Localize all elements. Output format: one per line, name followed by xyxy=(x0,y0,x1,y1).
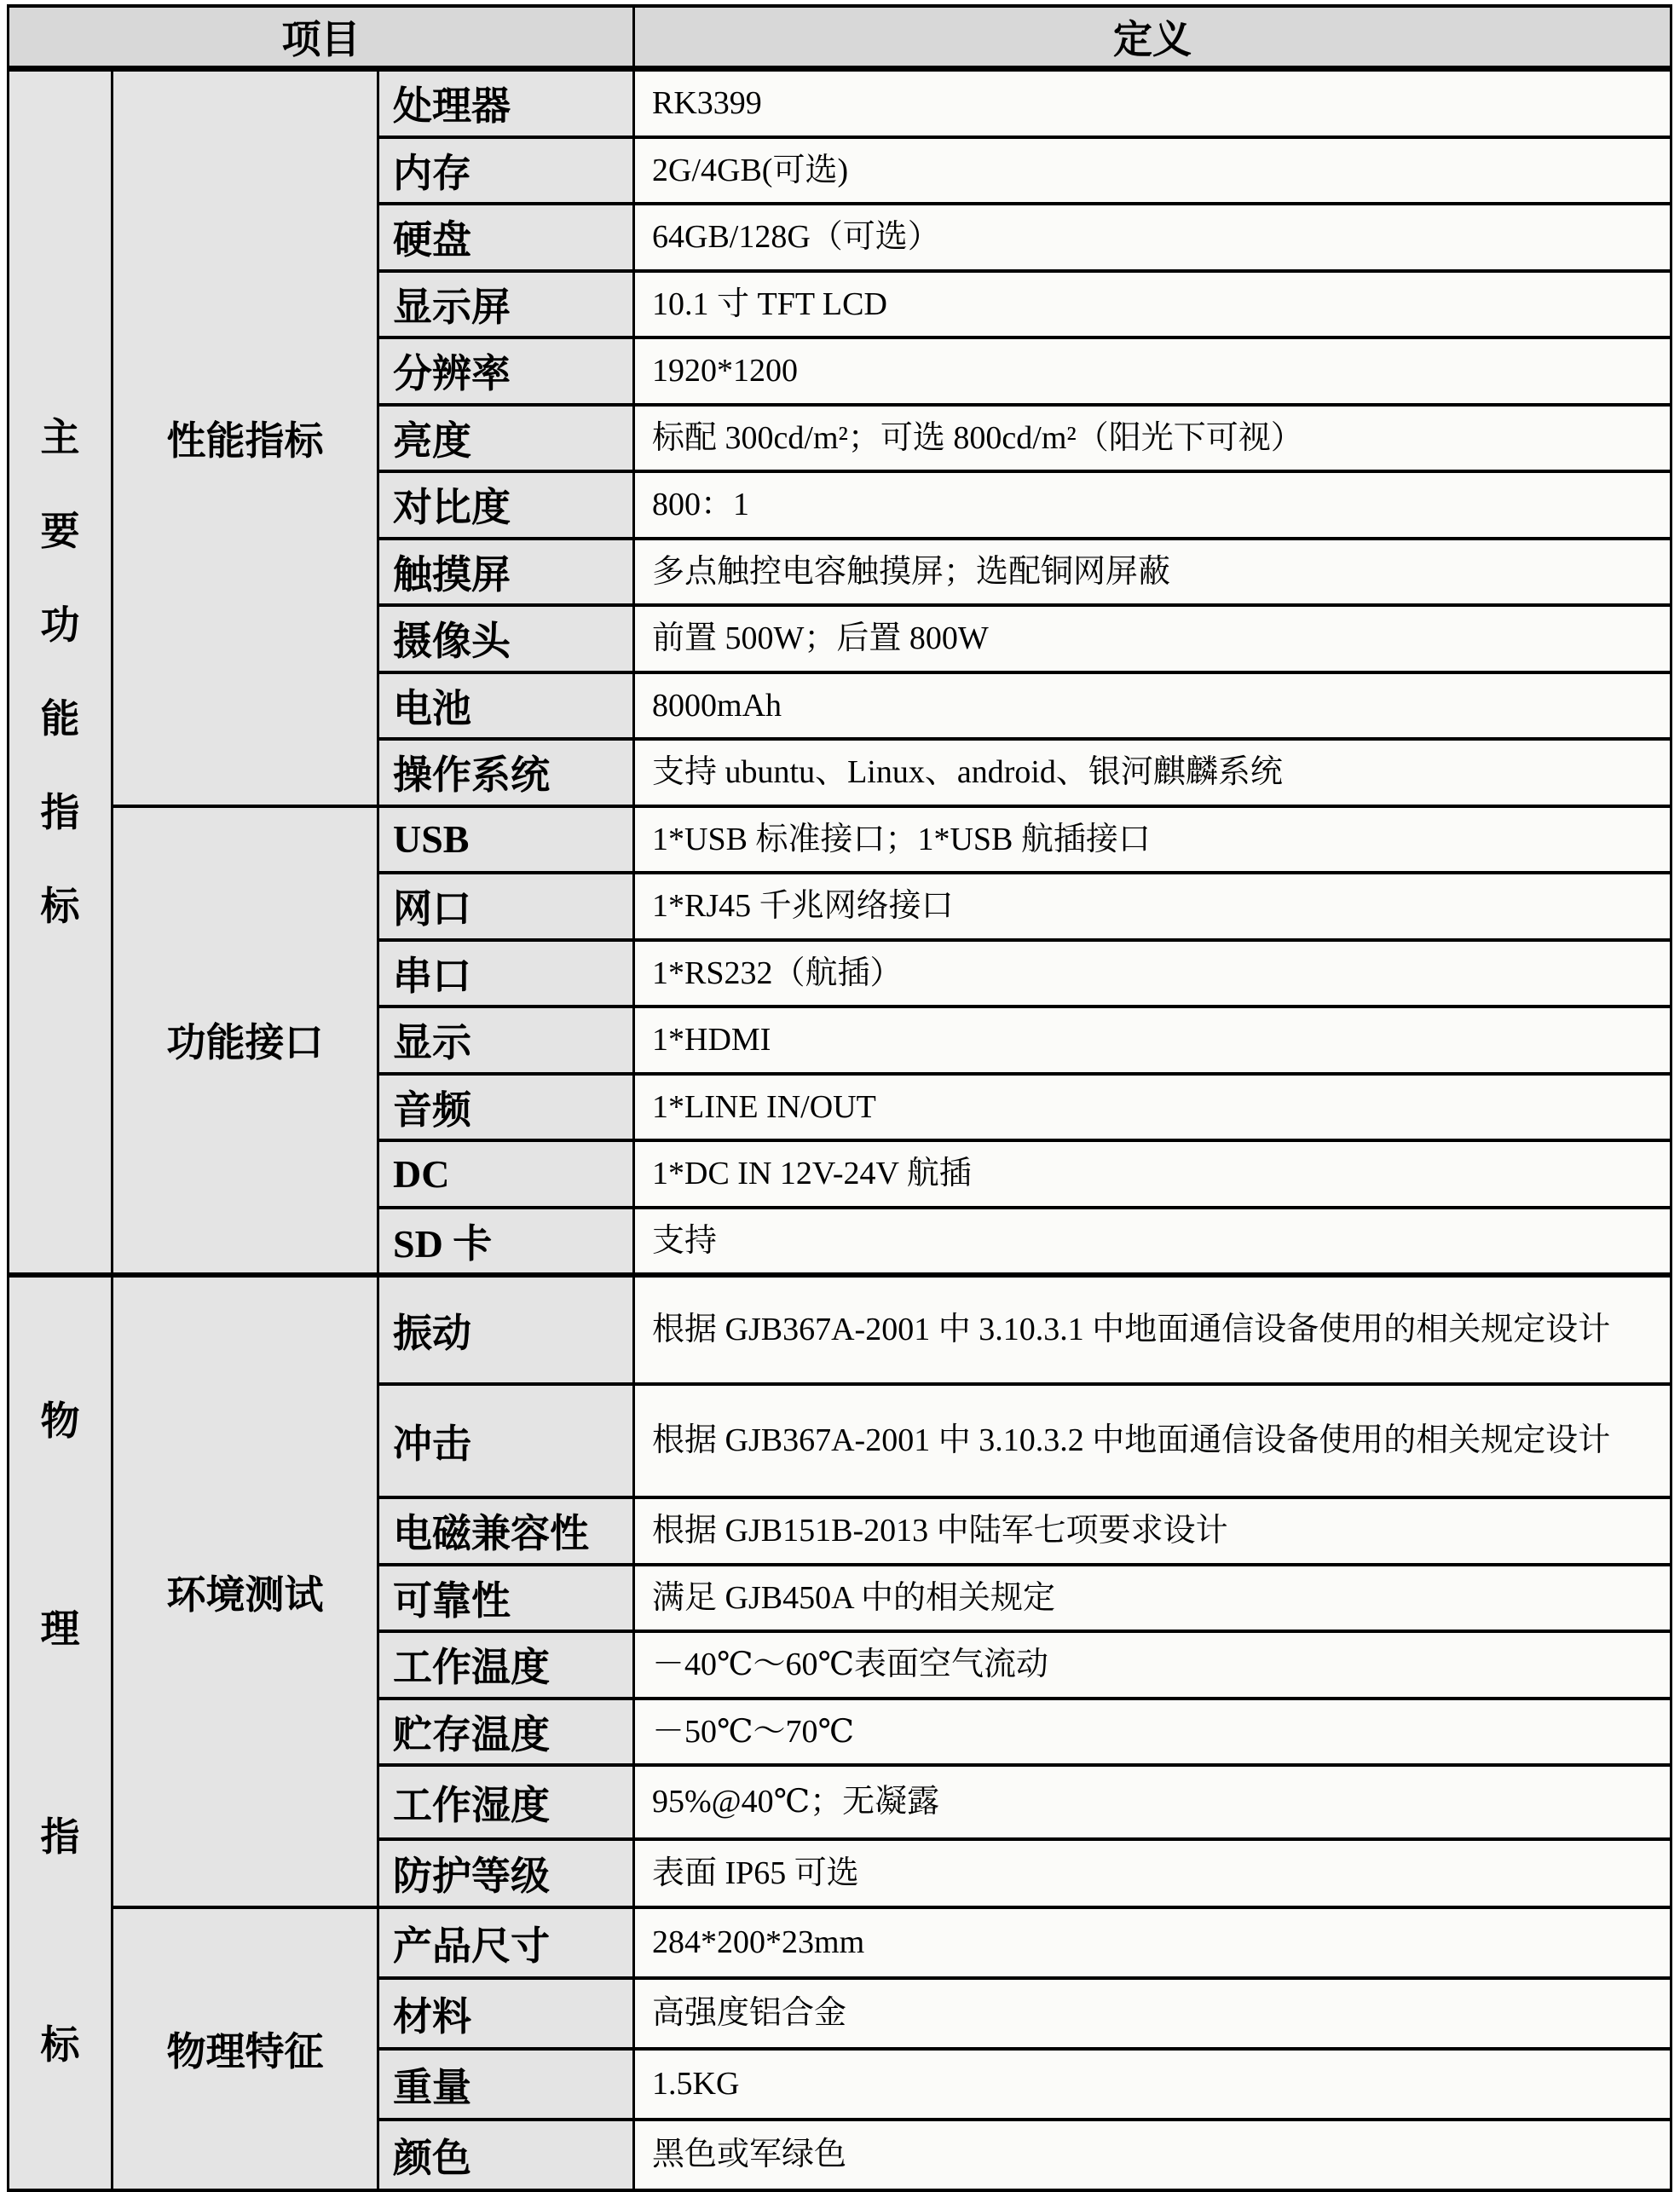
spec-name-cell: 颜色 xyxy=(378,2120,634,2190)
spec-name-cell: 电磁兼容性 xyxy=(378,1497,634,1565)
spec-value-cell: 284*200*23mm xyxy=(634,1907,1671,1978)
section-main-function-cell xyxy=(9,69,113,1276)
spec-value-cell: 2G/4GB(可选) xyxy=(634,137,1671,205)
table-row xyxy=(9,1275,1671,1384)
header-cell-definition: 定义 xyxy=(634,6,1671,69)
spec-value-cell: －40℃～60℃表面空气流动 xyxy=(634,1631,1671,1699)
spec-value-cell: 标配 300cd/m²；可选 800cd/m²（阳光下可视） xyxy=(634,405,1671,472)
section-physical-label: 物理指标 xyxy=(40,1399,80,2067)
spec-table xyxy=(7,4,1672,2192)
spec-name-cell: 重量 xyxy=(378,2049,634,2120)
spec-name-cell: 显示屏 xyxy=(378,271,634,338)
spec-value-cell: 黑色或军绿色 xyxy=(634,2120,1671,2190)
spec-value-cell: 1920*1200 xyxy=(634,337,1671,405)
spec-value-cell: 前置 500W；后置 800W xyxy=(634,605,1671,672)
spec-name-cell: 冲击 xyxy=(378,1384,634,1497)
spec-name-cell: SD 卡 xyxy=(378,1208,634,1276)
spec-value-cell: 1*HDMI xyxy=(634,1007,1671,1074)
spec-name-cell: 摄像头 xyxy=(378,605,634,672)
spec-value-cell: 多点触控电容触摸屏；选配铜网屏蔽 xyxy=(634,539,1671,606)
table-row xyxy=(9,1907,1671,1978)
spec-value-cell: 1.5KG xyxy=(634,2049,1671,2120)
spec-name-cell: 操作系统 xyxy=(378,739,634,806)
spec-value-cell: 支持 ubuntu、Linux、android、银河麒麟系统 xyxy=(634,739,1671,806)
spec-name-cell: 内存 xyxy=(378,137,634,205)
spec-name-cell: 触摸屏 xyxy=(378,539,634,606)
table-row xyxy=(9,69,1671,137)
spec-value-cell: 表面 IP65 可选 xyxy=(634,1839,1671,1907)
spec-name-cell: 亮度 xyxy=(378,405,634,472)
section-physical-cell xyxy=(9,1275,113,2190)
spec-name-cell: DC xyxy=(378,1140,634,1208)
spec-name-cell: 处理器 xyxy=(378,69,634,137)
spec-name-cell: 贮存温度 xyxy=(378,1699,634,1766)
spec-name-cell: 振动 xyxy=(378,1275,634,1384)
spec-name-cell: 可靠性 xyxy=(378,1565,634,1632)
spec-value-cell: 10.1 寸 TFT LCD xyxy=(634,271,1671,338)
spec-name-cell: 材料 xyxy=(378,1978,634,2049)
header-cell-item: 项目 xyxy=(9,6,634,69)
spec-name-cell: 串口 xyxy=(378,940,634,1007)
spec-value-cell: 1*USB 标准接口；1*USB 航插接口 xyxy=(634,806,1671,874)
spec-value-cell: 1*RJ45 千兆网络接口 xyxy=(634,873,1671,940)
spec-value-cell: 高强度铝合金 xyxy=(634,1978,1671,2049)
group-performance-cell: 性能指标 xyxy=(113,69,378,806)
spec-value-cell: 1*RS232（航插） xyxy=(634,940,1671,1007)
spec-value-cell: RK3399 xyxy=(634,69,1671,137)
table-row xyxy=(9,806,1671,874)
spec-value-cell: 根据 GJB367A-2001 中 3.10.3.2 中地面通信设备使用的相关规定设计 xyxy=(634,1384,1671,1497)
spec-name-cell: 网口 xyxy=(378,873,634,940)
spec-name-cell: USB xyxy=(378,806,634,874)
spec-name-cell: 音频 xyxy=(378,1074,634,1141)
group-physical-features-cell: 物理特征 xyxy=(113,1907,378,2190)
spec-name-cell: 显示 xyxy=(378,1007,634,1074)
spec-value-cell: 满足 GJB450A 中的相关规定 xyxy=(634,1565,1671,1632)
spec-value-cell: 95%@40℃；无凝露 xyxy=(634,1765,1671,1839)
group-interface-cell: 功能接口 xyxy=(113,806,378,1276)
spec-value-cell: 8000mAh xyxy=(634,672,1671,740)
spec-value-cell: 1*DC IN 12V-24V 航插 xyxy=(634,1140,1671,1208)
section-main-function-label: 主要功能指标 xyxy=(40,415,80,928)
spec-name-cell: 对比度 xyxy=(378,471,634,539)
spec-name-cell: 工作温度 xyxy=(378,1631,634,1699)
spec-name-cell: 硬盘 xyxy=(378,204,634,271)
spec-name-cell: 工作湿度 xyxy=(378,1765,634,1839)
spec-name-cell: 产品尺寸 xyxy=(378,1907,634,1978)
spec-value-cell: 根据 GJB151B-2013 中陆军七项要求设计 xyxy=(634,1497,1671,1565)
spec-value-cell: 根据 GJB367A-2001 中 3.10.3.1 中地面通信设备使用的相关规定设计 xyxy=(634,1275,1671,1384)
table-header-row xyxy=(9,6,1671,69)
spec-name-cell: 防护等级 xyxy=(378,1839,634,1907)
spec-name-cell: 分辨率 xyxy=(378,337,634,405)
spec-value-cell: 支持 xyxy=(634,1208,1671,1276)
group-environment-cell: 环境测试 xyxy=(113,1275,378,1907)
spec-value-cell: 64GB/128G（可选） xyxy=(634,204,1671,271)
spec-value-cell: 1*LINE IN/OUT xyxy=(634,1074,1671,1141)
spec-value-cell: 800：1 xyxy=(634,471,1671,539)
spec-name-cell: 电池 xyxy=(378,672,634,740)
spec-value-cell: －50℃～70℃ xyxy=(634,1699,1671,1766)
